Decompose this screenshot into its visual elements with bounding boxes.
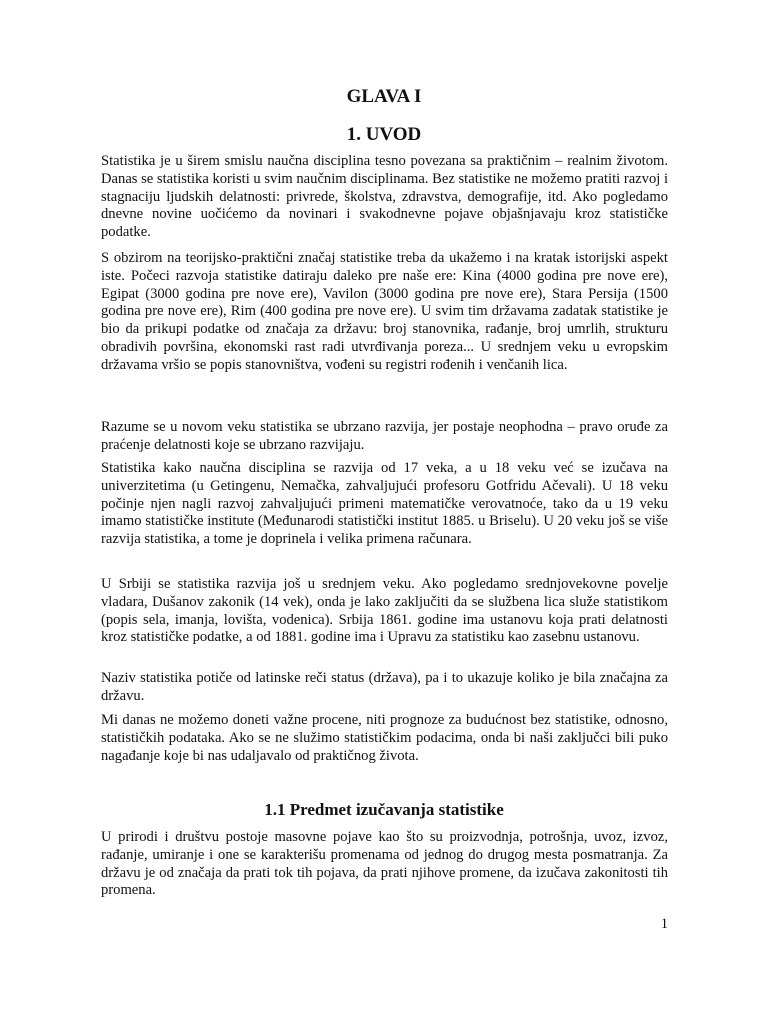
paragraph-development: Statistika kako naučna disciplina se razvija od 17 veka, a u 18 veku već se izučava na univerzitetima (u Getingenu, Nemačka, zahvaljujući profesoru Gotfridu Ačevali). U 18 veku počinje njen nagli razvoj zahvaljujući primeni matematičke verovatnoće, tako da u 19 veku imamo statističke institute (Međunarodi statistički institut 1885. u Briselu). U 20 veku još se više razvija statistika, a tome je doprinela i velika primena računara. xyxy=(101,460,668,548)
paragraph-intro: Statistika je u širem smislu naučna disciplina tesno povezana sa praktičnim – realnim životom. Danas se statistika koristi u svim naučnim disciplinama. Bez statistike ne možemo pratiti razvoj i stagnaciju ljudskih delatnosti: privrede, školstva, zdravstva, demografije, itd. Ako pogledamo dnevne novine uočićemo da novinari i svakodnevne pojave objašnjavaju kroz statističke podatke. xyxy=(101,153,669,241)
paragraph-subject: U prirodi i društvu postoje masovne pojave kao što su proizvodnja, potrošnja, uvoz, izvoz, rađanje, umiranje i one se karakterišu promenama od jednog do drugog mesta posmatranja. Za državu je od značaja da prati tok tih pojava, da prati njihove promene, da izučava zakonitosti tih promena. xyxy=(101,829,668,899)
paragraph-importance: Mi danas ne možemo doneti važne procene, niti prognoze za budućnost bez statistike, odnosno, statističkih podataka. Ako se ne služimo statističkim podacima, onda bi naši zaključci bili puko nagađanje koje bi nas udaljavalo od praktičnog života. xyxy=(101,712,668,764)
chapter-title: GLAVA I xyxy=(346,86,422,107)
paragraph-serbia: U Srbiji se statistika razvija još u srednjem veku. Ako pogledamo srednjovekovne povelje vladara, Dušanov zakonik (14 vek), onda je lako zaključiti da se službena lica služe statistikom (popis sela, imanja, lovišta, vodenica). Srbija 1861. godine ima ustanovu koja prati delatnosti kroz statističke podatke, a od 1881. godine ima i Upravu za statistiku kao zasebnu ustanovu. xyxy=(101,576,668,646)
page-number: 1 xyxy=(660,916,668,932)
paragraph-modern: Razume se u novom veku statistika se ubrzano razvija, jer postaje neophodna – pravo oruđe za praćenje delatnosti koje se ubrzano razvijaju. xyxy=(101,419,668,453)
paragraph-name-origin: Naziv statistika potiče od latinske reči status (država), pa i to ukazuje koliko je bila značajna za državu. xyxy=(101,670,668,704)
subsection-title: 1.1 Predmet izučavanja statistike xyxy=(264,800,504,819)
section-title: 1. UVOD xyxy=(346,124,422,145)
paragraph-history: S obzirom na teorijsko-praktični značaj statistike treba da ukažemo i na kratak istorijski aspekt iste. Počeci razvoja statistike datiraju daleko pre naše ere: Kina (4000 godina pre nove ere), Egipat (3000 godina pre nove ere), Vavilon (3000 godina pre nove ere), Stara Persija (1500 godina pre nove ere), Rim (400 godina pre nove ere). U svim tim državama zadatak statistike je bio da prikupi podatke od značaja za državu: broj stanovnika, rađanje, broj umrlih, strukturu obradivih površina, ekonomski rast radi utvrđivanja poreza... U srednjem veku u evropskim državama vršio se popis stanovništva, vođeni su registri rođenih i venčanih lica. xyxy=(101,250,668,373)
